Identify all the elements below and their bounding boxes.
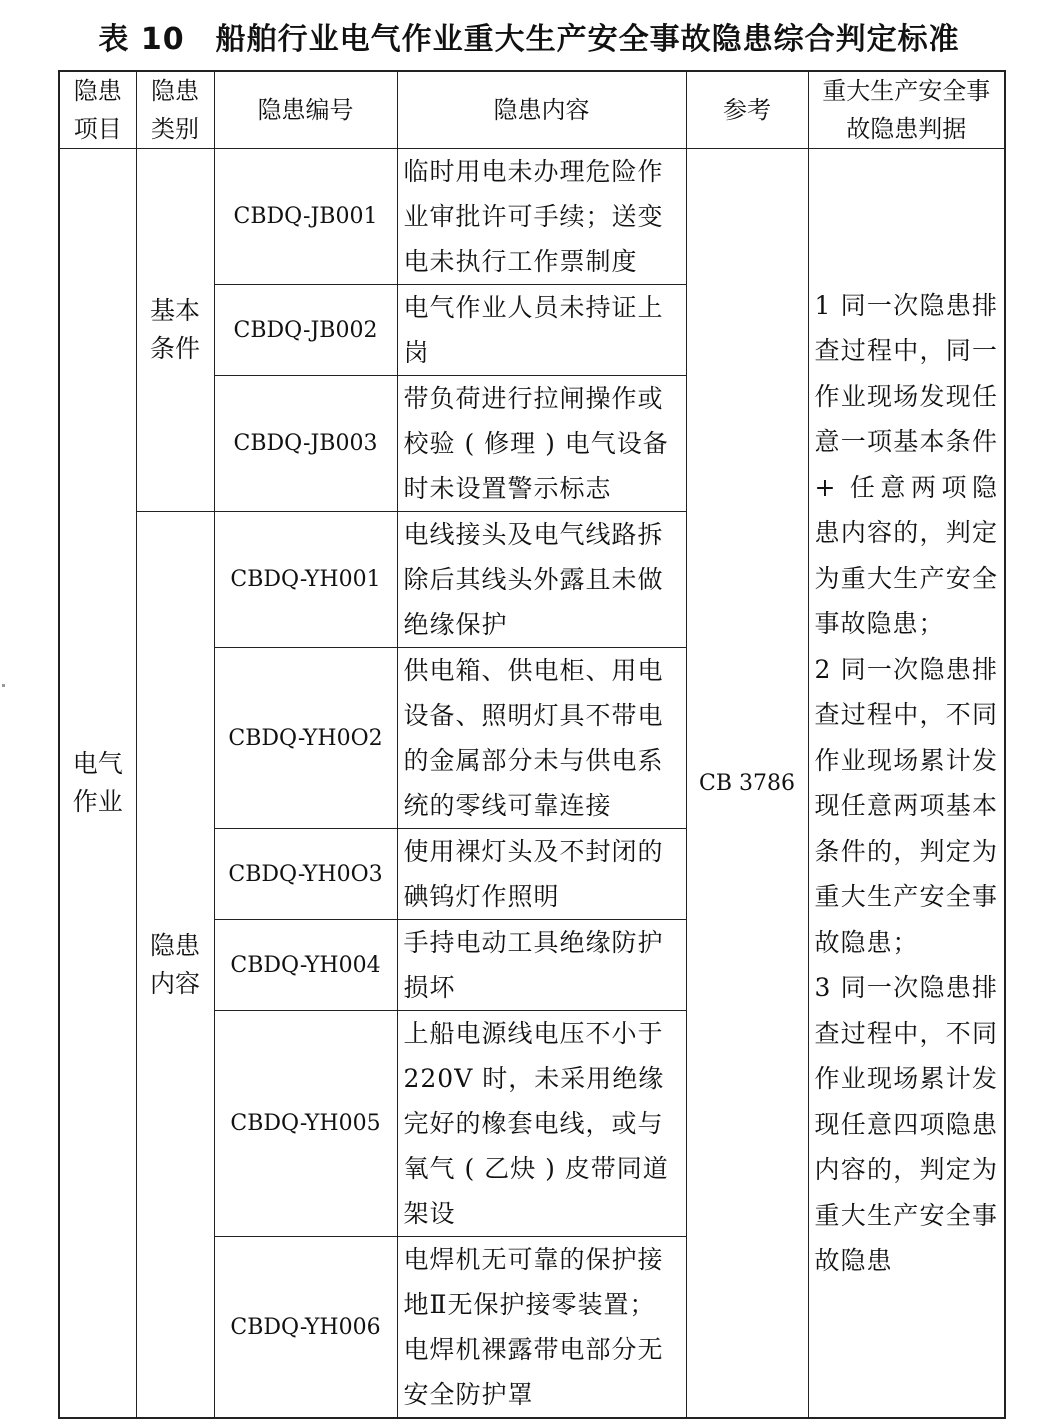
content-cell: 临时用电未办理危险作业审批许可手续；送变电未执行工作票制度: [397, 149, 686, 285]
header-item: 隐患项目: [59, 71, 136, 149]
code-cell: CBDQ-JB003: [214, 376, 397, 512]
header-code: 隐患编号: [214, 71, 397, 149]
code-cell: CBDQ-JB002: [214, 285, 397, 376]
basis-cell: [808, 149, 1005, 1419]
basis-item: 1 同一次隐患排查过程中，同一作业现场发现任意一项基本条件 + 任意两项隐患内容的，判定为重大生产安全事故隐患；: [814, 290, 998, 638]
code-cell: CBDQ-YH001: [214, 512, 397, 648]
content-cell: 供电箱、供电柜、用电设备、照明灯具不带电的金属部分未与供电系统的零线可靠连接: [397, 648, 686, 829]
content-cell: 电焊机无可靠的保护接地Ⅱ无保护接零装置；电焊机裸露带电部分无安全防护罩: [397, 1237, 686, 1419]
content-cell: 上船电源线电压不小于220V 时，未采用绝缘完好的橡套电线，或与氧气 ( 乙炔 ) 皮带同道架设: [397, 1011, 686, 1237]
margin-mark: [2, 684, 5, 687]
hazard-item-cell: 电气作业: [59, 149, 136, 1419]
header-category: 隐患类别: [136, 71, 214, 149]
content-cell: 带负荷进行拉闸操作或校验 ( 修理 ) 电气设备时未设置警示标志: [397, 376, 686, 512]
content-cell: 使用裸灯头及不封闭的碘钨灯作照明: [397, 829, 686, 920]
header-content: 隐患内容: [397, 71, 686, 149]
header-row: [59, 71, 1005, 149]
code-cell: CBDQ-YH0O2: [214, 648, 397, 829]
code-cell: CBDQ-YH004: [214, 920, 397, 1011]
category-hazard-cell: 隐患内容: [136, 512, 214, 1419]
category-basic-cell: 基本条件: [136, 149, 214, 512]
content-cell: 电线接头及电气线路拆除后其线头外露且未做绝缘保护: [397, 512, 686, 648]
table-row: [59, 149, 1005, 285]
reference-cell: CB 3786: [686, 149, 808, 1419]
header-basis: 重大生产安全事故隐患判据: [808, 71, 1005, 149]
hazard-standard-table: [58, 70, 1006, 1419]
code-cell: CBDQ-YH0O3: [214, 829, 397, 920]
content-cell: 手持电动工具绝缘防护损坏: [397, 920, 686, 1011]
basis-item: 2 同一次隐患排查过程中，不同作业现场累计发现任意两项基本条件的，判定为重大生产安全事故隐患；: [814, 654, 998, 957]
code-cell: CBDQ-YH005: [214, 1011, 397, 1237]
code-cell: CBDQ-YH006: [214, 1237, 397, 1419]
table-title: 表 10 船舶行业电气作业重大生产安全事故隐患综合判定标准: [98, 22, 960, 57]
basis-item: 3 同一次隐患排查过程中，不同作业现场累计发现任意四项隐患内容的，判定为重大生产安全事故隐患: [814, 973, 998, 1275]
header-reference: 参考: [686, 71, 808, 149]
content-cell: 电气作业人员未持证上岗: [397, 285, 686, 376]
code-cell: CBDQ-JB001: [214, 149, 397, 285]
